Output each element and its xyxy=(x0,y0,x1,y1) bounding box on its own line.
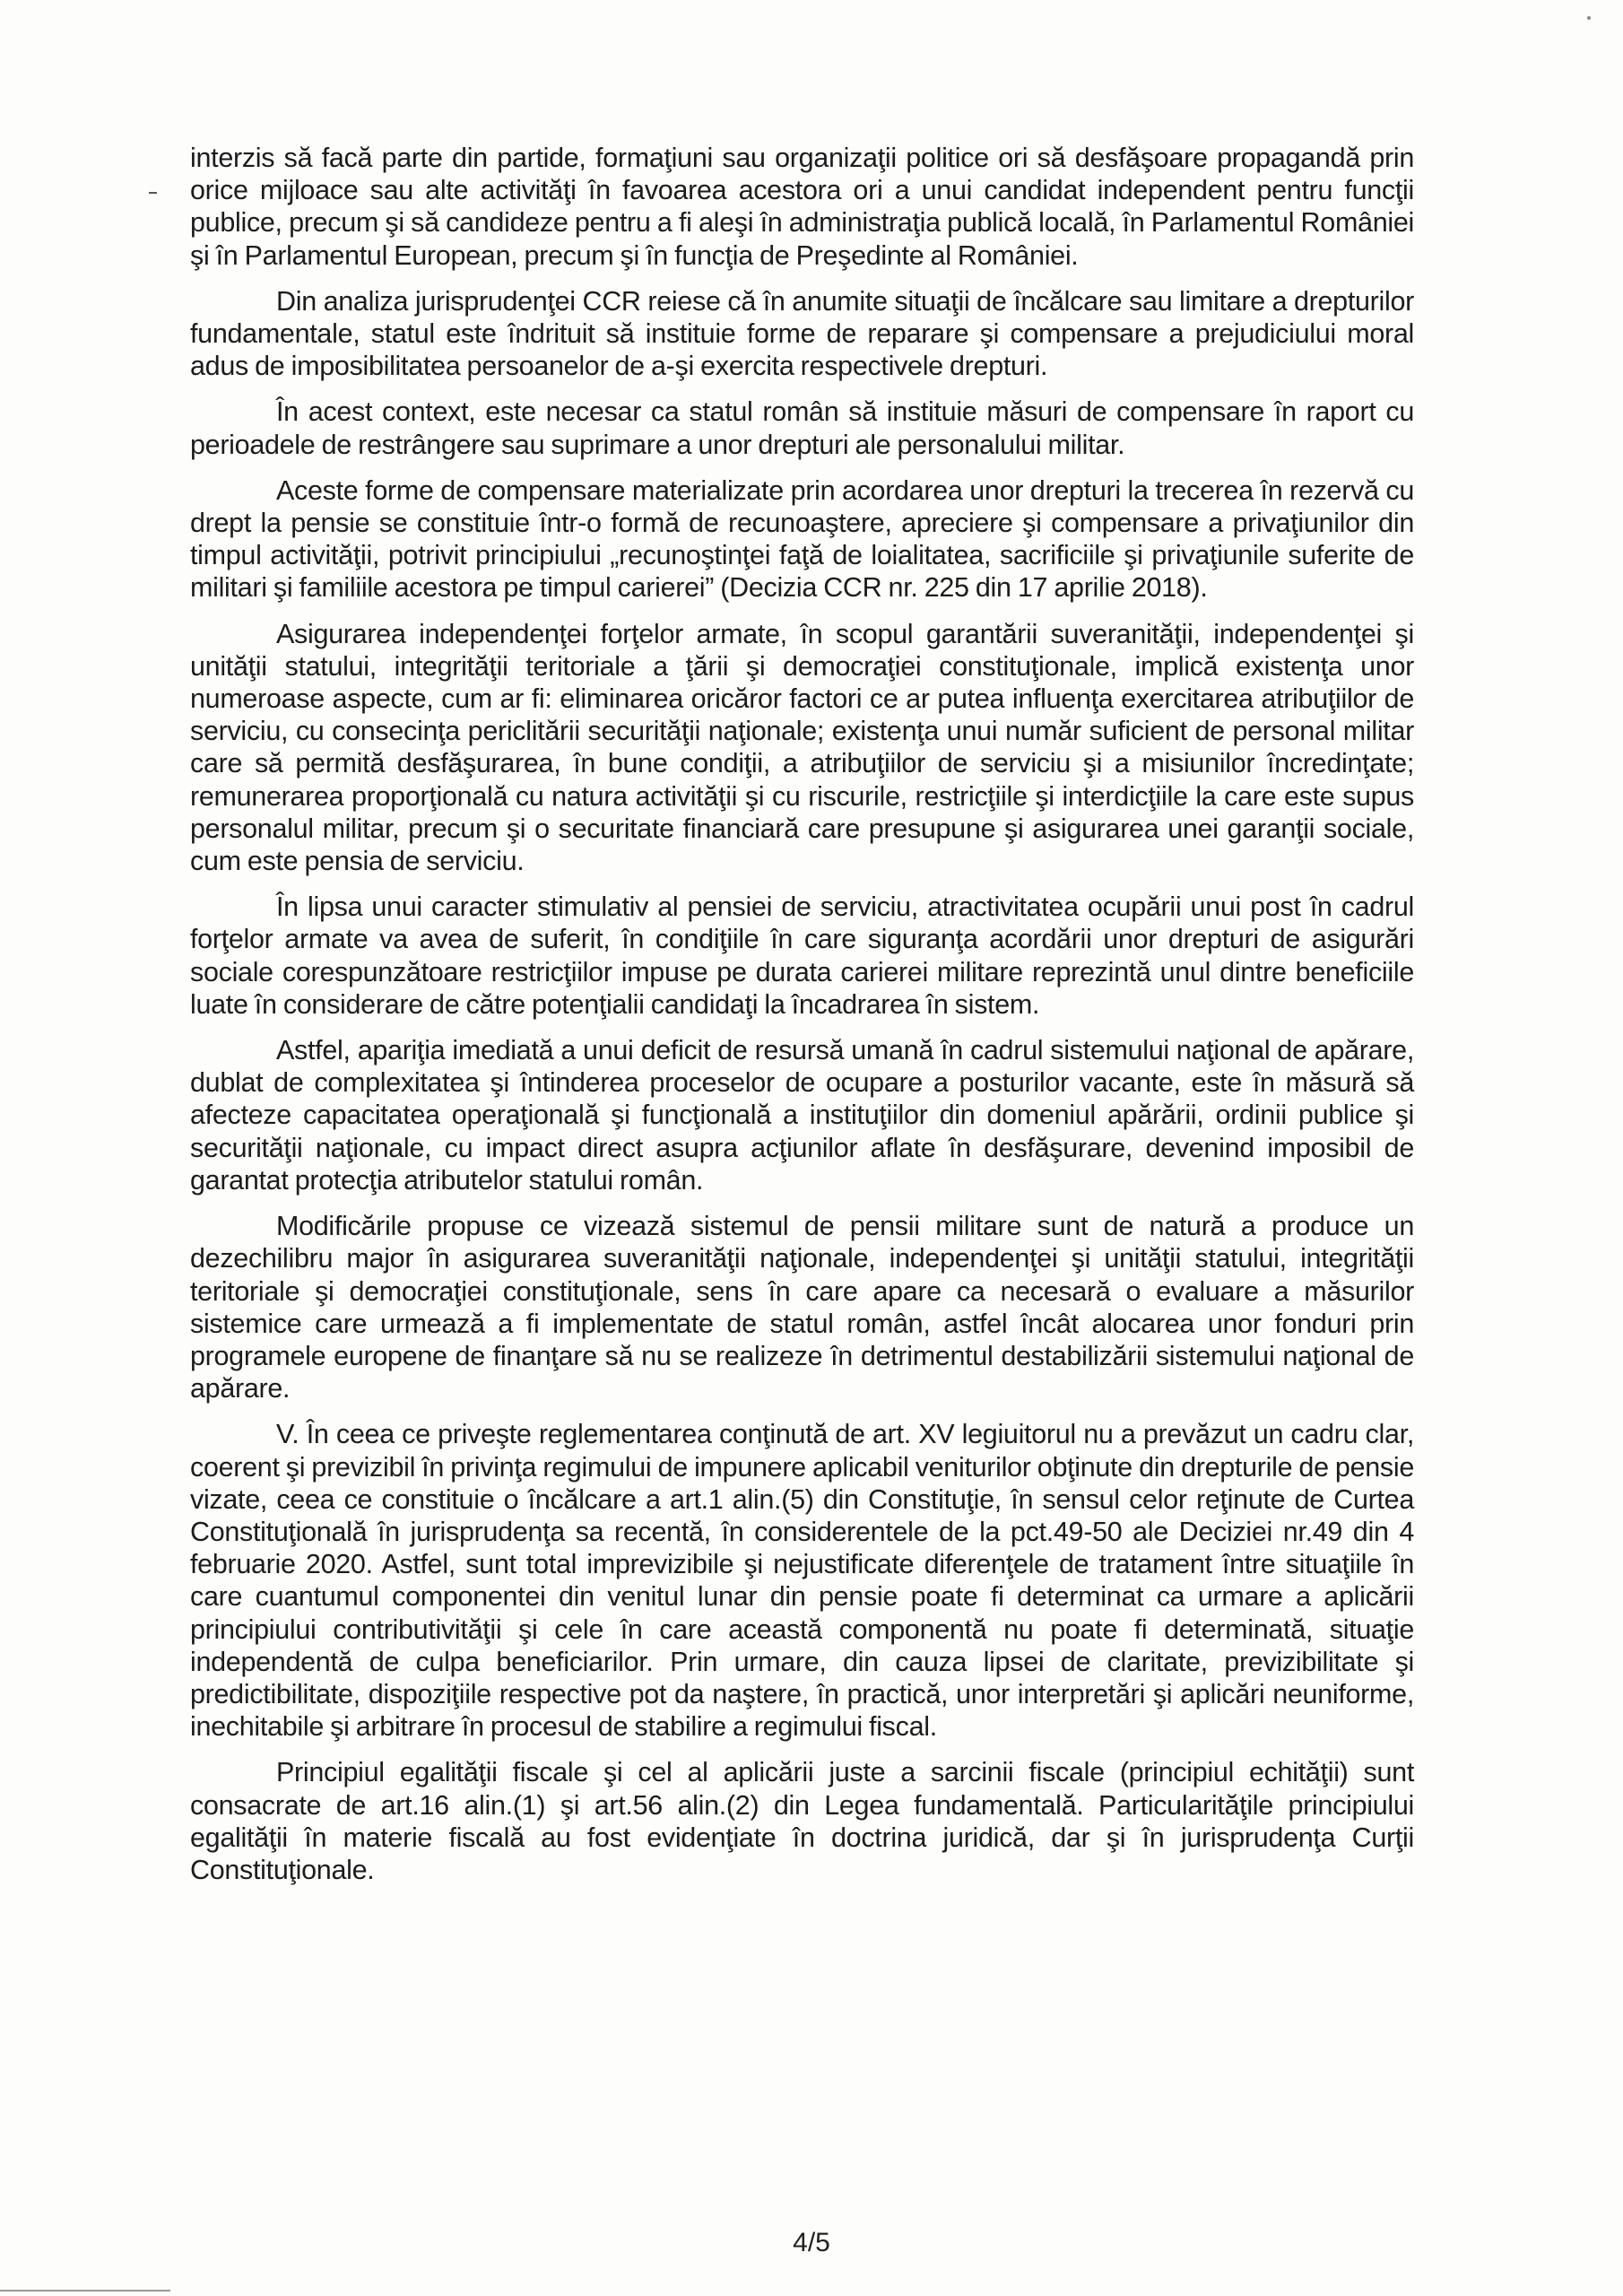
document-body xyxy=(190,142,1414,1900)
paragraph: V. În ceea ce priveşte reglementarea conţinută de art. XV legiuitorul nu a prevăzut un cadru clar, coerent şi previzibil în privinţa regimului de impunere aplicabil veniturilor obţinute din drepturile de pensie vizate, ceea ce constituie o încălcare a art.1 alin.(5) din Constituţie, în sensul celor reţinute de Curtea Constituţională în jurisprudenţa sa recentă, în considerentele de la pct.49-50 ale Deciziei nr.49 din 4 februarie 2020. Astfel, sunt total imprevizibile şi nejustificate diferenţele de tratament între situaţiile în care cuantumul componentei din venitul lunar din pensie poate fi determinat ca urmare a aplicării principiului contributivităţii şi cele în care această componentă nu poate fi determinată, situaţie independentă de culpa beneficiarilor. Prin urmare, din cauza lipsei de claritate, previzibilitate şi predictibilitate, dispoziţiile respective pot da naştere, în practică, unor interpretări şi aplicări neuniforme, inechitabile şi arbitrare în procesul de stabilire a regimului fiscal. xyxy=(190,1419,1414,1743)
paragraph: Aceste forme de compensare materializate prin acordarea unor drepturi la trecerea în rezervă cu drept la pensie se constituie într-o formă de recunoaştere, apreciere şi compensare a privaţiunilor din timpul activităţii, potrivit principiului „recunoştinţei faţă de loialitatea, sacrificiile şi privaţiunile suferite de militari şi familiile acestora pe timpul carierei” (Decizia CCR nr. 225 din 17 aprilie 2018). xyxy=(190,474,1414,604)
scan-speck xyxy=(1587,16,1591,20)
paragraph: În lipsa unui caracter stimulativ al pensiei de serviciu, atractivitatea ocupării unui post în cadrul forţelor armate va avea de suferit, în condiţiile în care siguranţa acordării unor drepturi de asigurări sociale corespunzătoare restricţiilor impuse pe durata carierei militare reprezintă unul dintre beneficiile luate în considerare de către potenţialii candidaţi la încadrarea în sistem. xyxy=(190,891,1414,1020)
paragraph: Principiul egalităţii fiscale şi cel al aplicării juste a sarcinii fiscale (principiul echităţii) sunt consacrate de art.16 alin.(1) şi art.56 alin.(2) din Legea fundamentală. Particularităţile principiului egalităţii în materie fiscală au fost evidenţiate în doctrina juridică, dar şi în jurisprudenţa Curţii Constituţionale. xyxy=(190,1757,1414,1885)
paragraph: Asigurarea independenţei forţelor armate, în scopul garantării suveranităţii, independenţei şi unităţii statului, integrităţii teritoriale a ţării şi democraţiei constituţionale, implică existenţa unor numeroase aspecte, cum ar fi: eliminarea oricăror factori ce ar putea influenţa exercitarea atribuţiilor de serviciu, cu consecinţa periclitării securităţii naţionale; existenţa unui număr suficient de personal militar care să permită desfăşurarea, în bune condiţii, a atribuţiilor de serviciu şi a misiunilor încredinţate; remunerarea proporţională cu natura activităţii şi cu riscurile, restricţiile şi interdicţiile la care este supus personalul militar, precum şi o securitate financiară care presupune şi asigurarea unei garanţii sociale, cum este pensia de serviciu. xyxy=(190,618,1414,877)
paragraph: Din analiza jurisprudenţei CCR reiese că în anumite situaţii de încălcare sau limitare a drepturilor fundamentale, statul este îndrituit să instituie forme de reparare şi compensare a prejudiciului moral adus de imposibilitatea persoanelor de a-şi exercita respectivele drepturi. xyxy=(190,285,1414,382)
paragraph: În acest context, este necesar ca statul român să instituie măsuri de compensare în raport cu perioadele de restrângere sau suprimare a unor drepturi ale personalului militar. xyxy=(190,396,1414,460)
scan-mark xyxy=(149,192,157,194)
scan-edge-line xyxy=(0,2290,170,2292)
paragraph-continuation: interzis să facă parte din partide, formaţiuni sau organizaţii politice ori să desfăşoare propagandă prin orice mijloace sau alte activităţi în favoarea acestora ori a unui candidat independent pentru funcţii publice, precum şi să candideze pentru a fi aleşi în administraţia publică locală, în Parlamentul României şi în Parlamentul European, precum şi în funcţia de Preşedinte al României. xyxy=(190,143,1414,271)
page-number: 4/5 xyxy=(793,2228,830,2257)
paragraph: Modificările propuse ce vizează sistemul de pensii militare sunt de natură a produce un dezechilibru major în asigurarea suveranităţii naţionale, independenţei şi unităţii statului, integrităţii teritoriale şi democraţiei constituţionale, sens în care apare ca necesară o evaluare a măsurilor sistemice care urmează a fi implementate de statul român, astfel încât alocarea unor fonduri prin programele europene de finanţare să nu se realizeze în detrimentul destabilizării sistemului naţional de apărare. xyxy=(190,1211,1414,1405)
paragraph: Astfel, apariţia imediată a unui deficit de resursă umană în cadrul sistemului naţional de apărare, dublat de complexitatea şi întinderea proceselor de ocupare a posturilor vacante, este în măsură să afecteze capacitatea operaţională şi funcţională a instituţiilor din domeniul apărării, ordinii publice şi securităţii naţionale, cu impact direct asupra acţiunilor aflate în desfăşurare, devenind imposibil de garantat protecţia atributelor statului român. xyxy=(190,1035,1414,1196)
